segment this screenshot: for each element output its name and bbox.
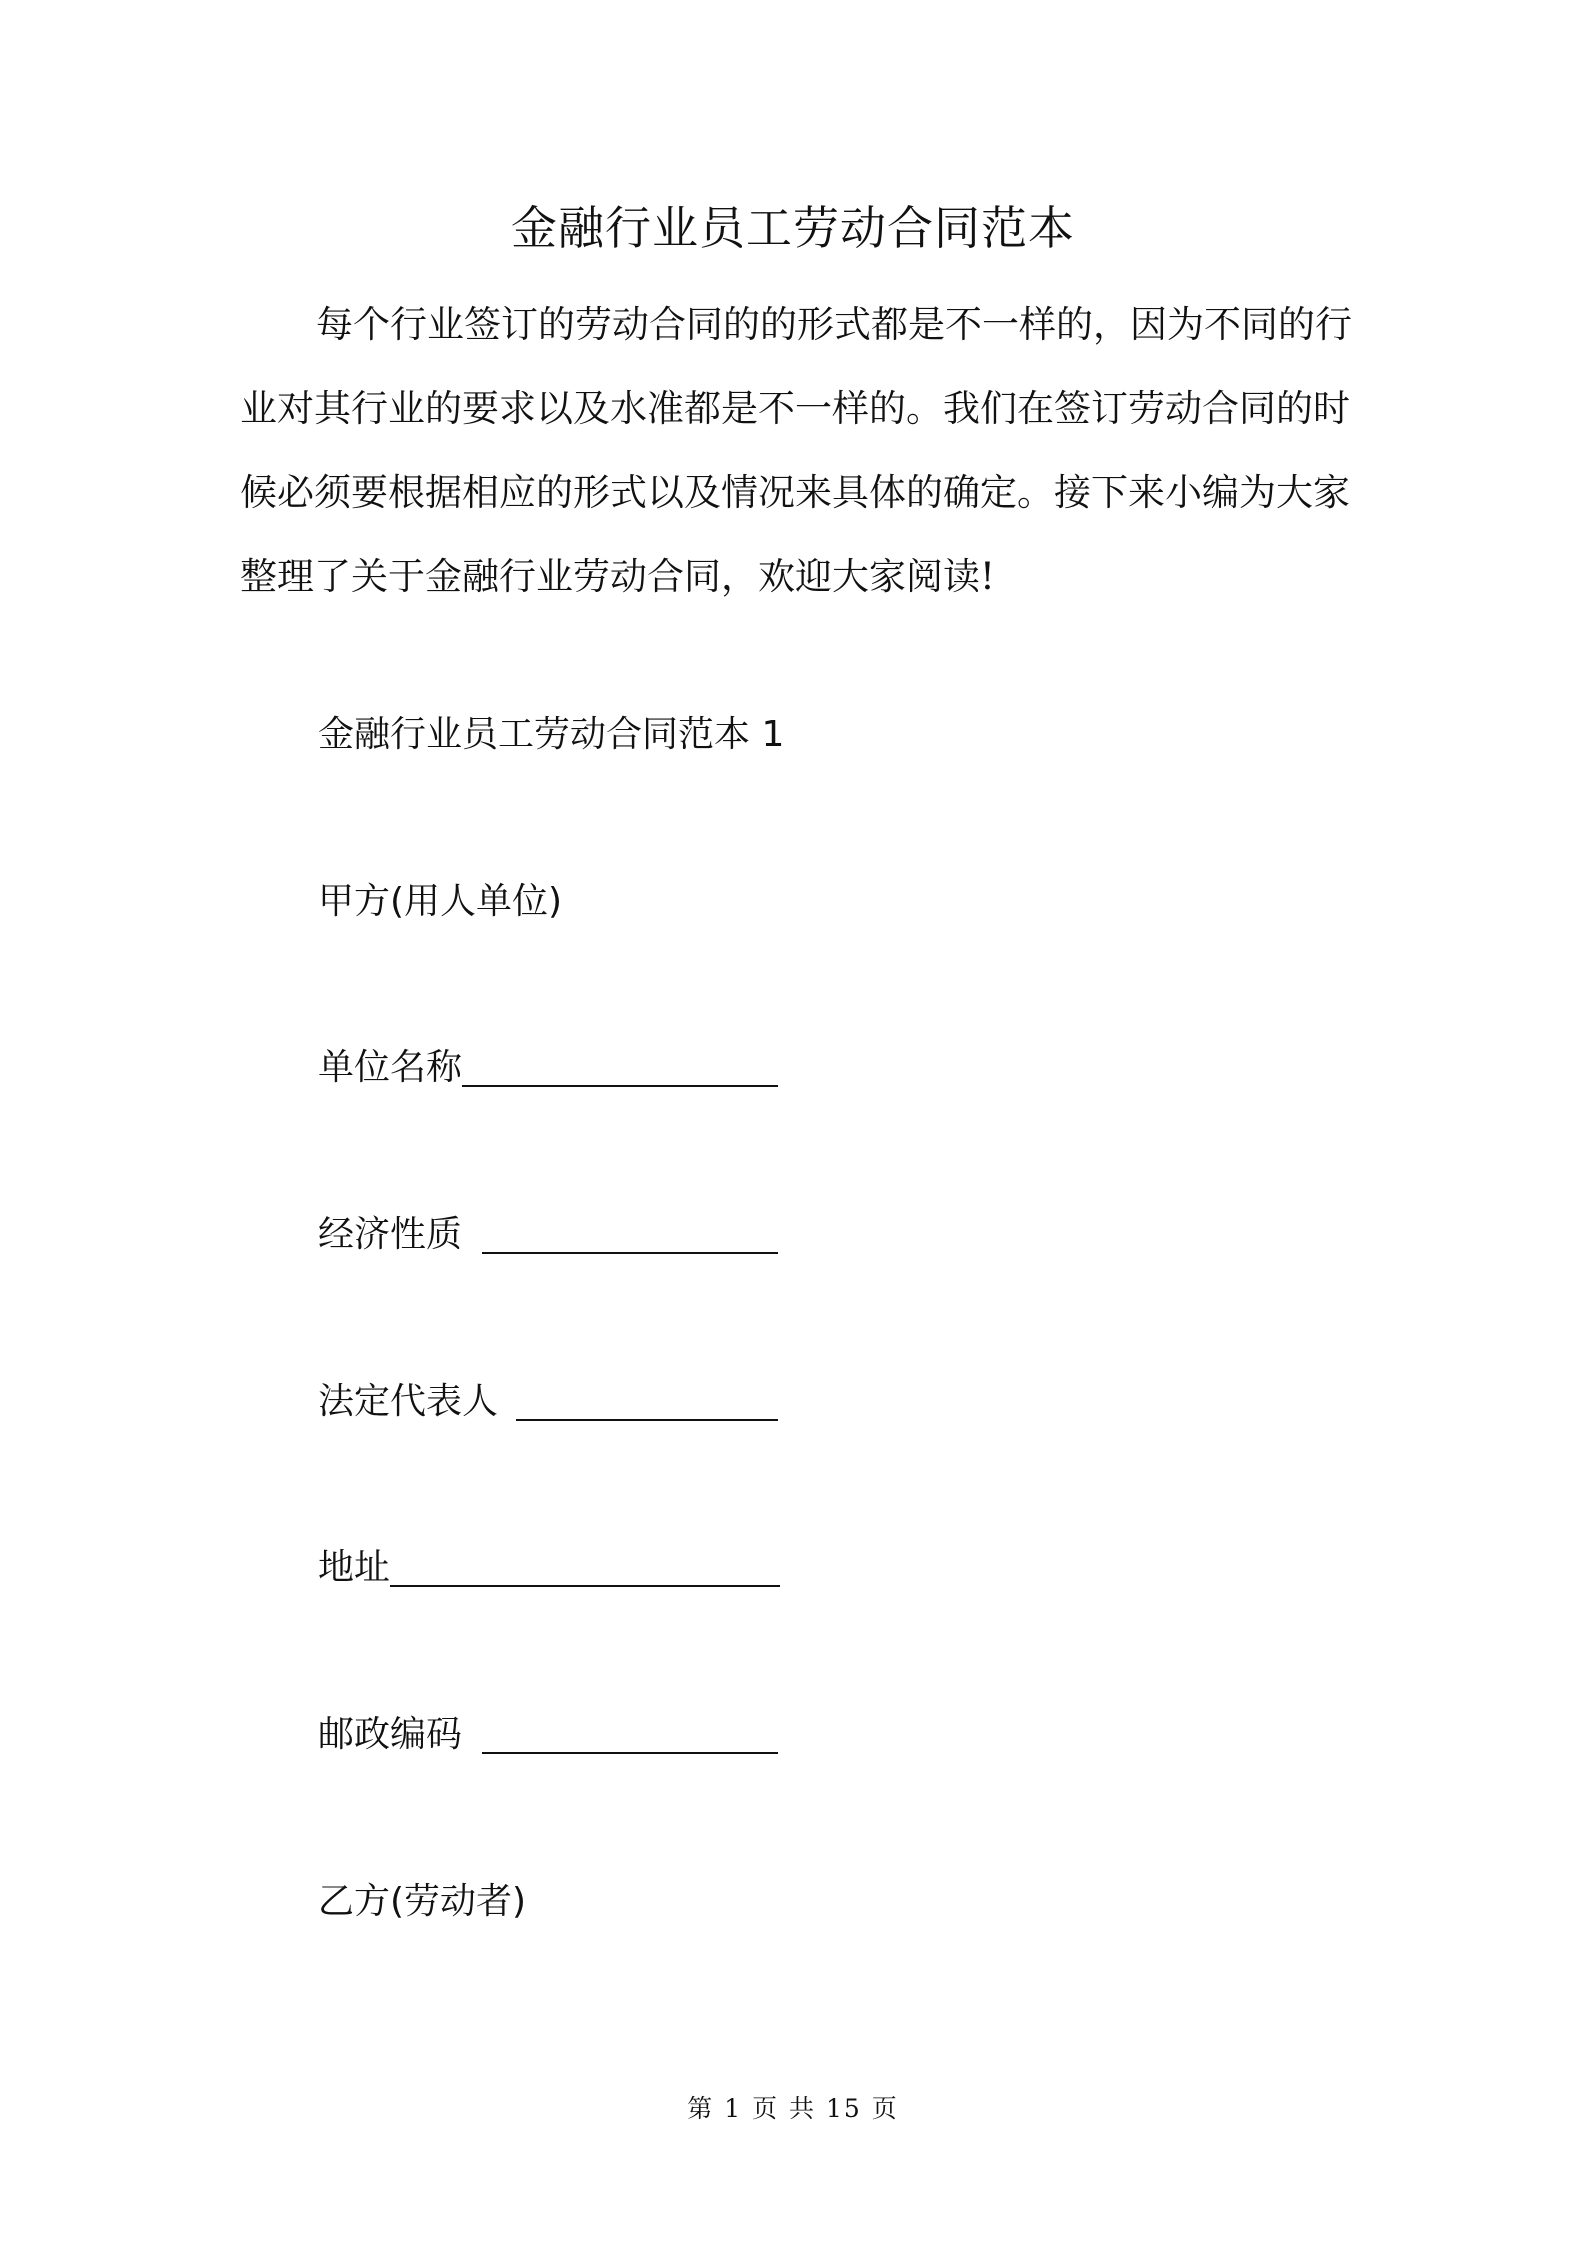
- intro-line-4: 整理了关于金融行业劳动合同，欢迎大家阅读!: [240, 555, 995, 598]
- section-heading-text: 金融行业员工劳动合同范本 1: [318, 714, 785, 755]
- economic-nature-label: 经济性质: [318, 1214, 463, 1255]
- postal-code-row: [318, 1710, 778, 1760]
- economic-nature-blank[interactable]: [482, 1216, 778, 1254]
- address-row: [318, 1543, 780, 1593]
- party-a-label: 甲方(用人单位): [318, 881, 563, 922]
- address-label: 地址: [318, 1547, 391, 1588]
- economic-nature-row: [318, 1210, 778, 1260]
- document-title: 金融行业员工劳动合同范本: [511, 201, 1075, 255]
- page-footer: [0, 2092, 1586, 2126]
- intro-line-3: 候必须要根据相应的形式以及情况来具体的确定。接下来小编为大家: [240, 471, 1350, 514]
- unit-name-row: [318, 1043, 778, 1093]
- postal-code-label: 邮政编码: [318, 1714, 463, 1755]
- party-a-heading: [318, 877, 562, 927]
- address-blank[interactable]: [390, 1549, 780, 1587]
- unit-name-blank[interactable]: [462, 1049, 778, 1087]
- legal-representative-blank[interactable]: [516, 1383, 778, 1421]
- intro-line-2: 业对其行业的要求以及水准都是不一样的。我们在签订劳动合同的时: [240, 387, 1350, 430]
- page-indicator: 第 1 页 共 15 页: [687, 2094, 899, 2123]
- unit-name-label: 单位名称: [318, 1047, 463, 1088]
- section-heading: [318, 710, 784, 760]
- legal-representative-label: 法定代表人: [318, 1381, 499, 1422]
- party-b-heading: [318, 1877, 526, 1927]
- legal-representative-row: [318, 1377, 778, 1427]
- intro-paragraph: [240, 283, 1355, 619]
- intro-line-1: 每个行业签订的劳动合同的的形式都是不一样的，因为不同的行: [316, 303, 1352, 346]
- party-b-label: 乙方(劳动者): [318, 1881, 527, 1922]
- postal-code-blank[interactable]: [482, 1716, 778, 1754]
